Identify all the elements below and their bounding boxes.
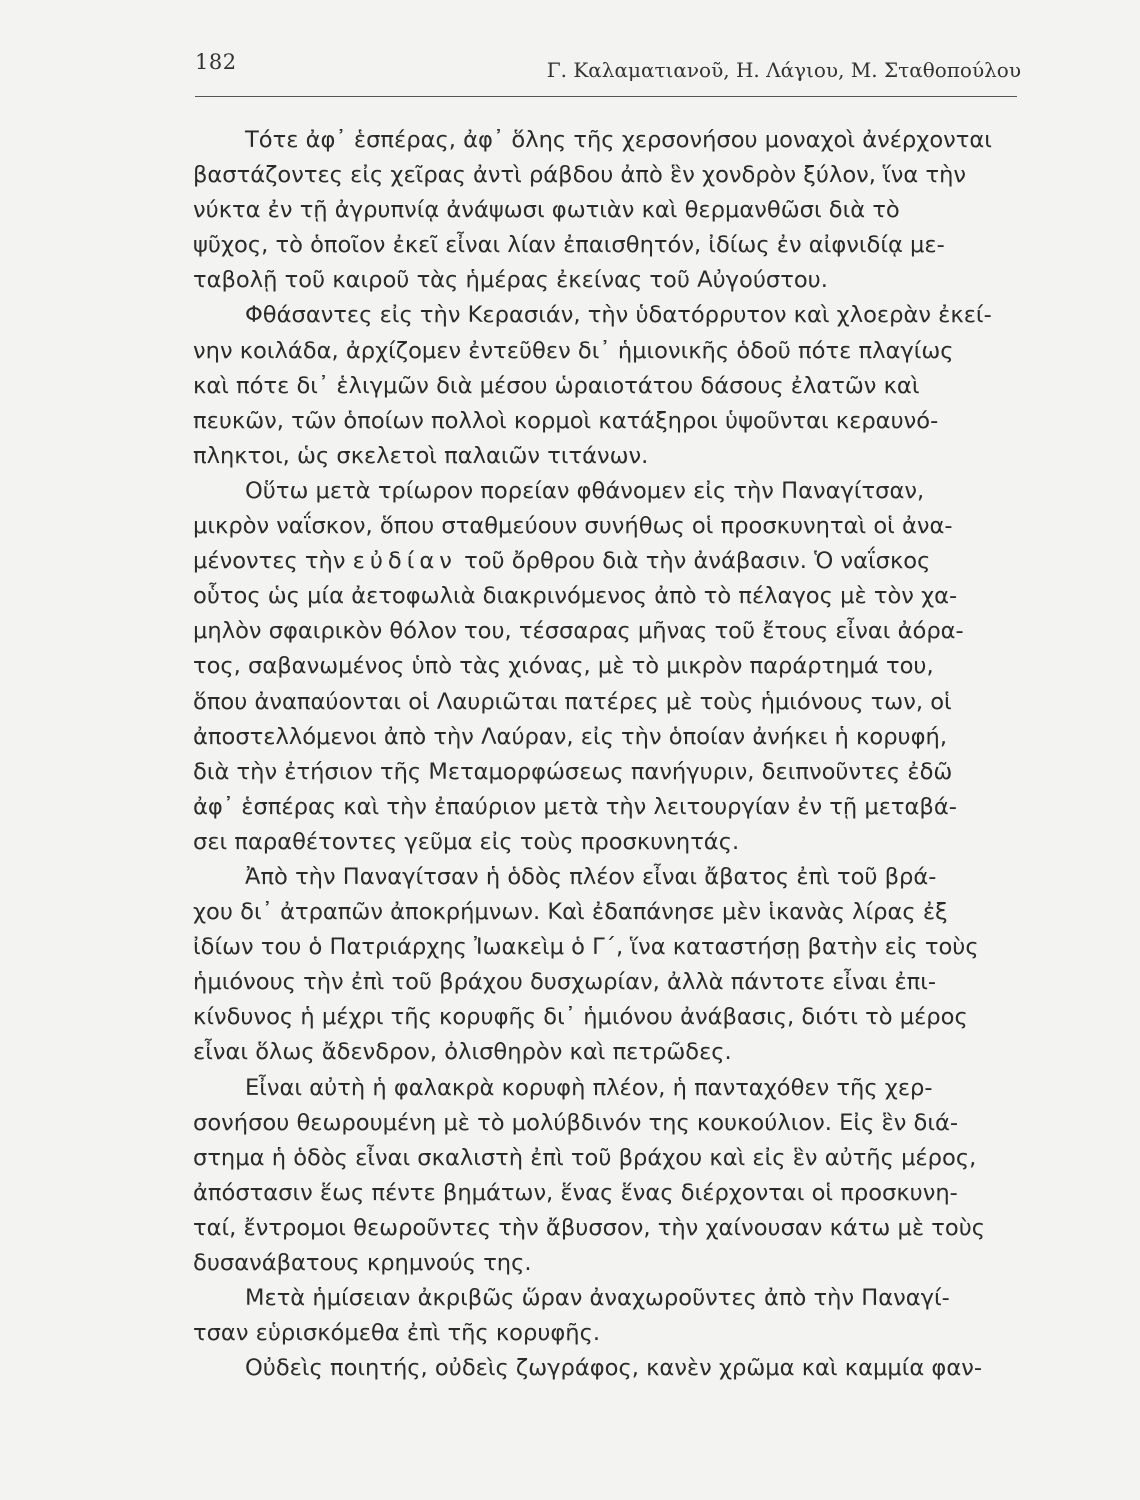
text-line: μηλὸν σφαιρικὸν θόλον του, τέσσαρας μῆνας τοῦ ἔτους εἶναι ἀόρα- — [193, 618, 964, 645]
text-line: νην κοιλάδα, ἀρχίζομεν ἐντεῦθεν δι᾽ ἡμιονικῆς ὁδοῦ πότε πλαγίως — [193, 337, 954, 364]
text-line: τσαν εὑρισκόμεθα ἐπὶ τῆς κορυφῆς. — [193, 1320, 601, 1347]
page-header — [195, 44, 1025, 96]
text-line: πευκῶν, τῶν ὁποίων πολλοὶ κορμοὶ κατάξηροι ὑψοῦνται κεραυνό- — [193, 407, 939, 434]
text-line: σονήσου θεωρουμένη μὲ τὸ μολύβδινόν της κουκούλιον. Εἰς ἓν διά- — [193, 1109, 959, 1136]
text-line: ὅπου ἀναπαύονται οἱ Λαυριῶται πατέρες μὲ τοὺς ἡμιόνους των, οἱ — [193, 688, 952, 715]
line-segment: τοῦ ὄρθρου διὰ τὴν ἀνάβασιν. Ὁ ναΐσκος — [464, 548, 931, 575]
text-line: καὶ πότε δι᾽ ἑλιγμῶν διὰ μέσου ὡραιοτάτου δάσους ἐλατῶν καὶ — [193, 372, 920, 399]
text-line: διὰ τὴν ἐτήσιον τῆς Μεταμορφώσεως πανήγυριν, δειπνοῦντες ἐδῶ — [193, 758, 953, 785]
text-line: ἡμιόνους τὴν ἐπὶ τοῦ βράχου δυσχωρίαν, ἀλλὰ πάντοτε εἶναι ἐπι- — [193, 969, 937, 996]
text-line: ταβολῇ τοῦ καιροῦ τὰς ἡμέρας ἐκείνας τοῦ Αὐγούστου. — [193, 267, 828, 294]
text-line — [193, 544, 1031, 579]
text-line: οὗτος ὡς μία ἀετοφωλιὰ διακρινόμενος ἀπὸ τὸ πέλαγος μὲ τὸν χα- — [193, 583, 958, 610]
text-line: ψῦχος, τὸ ὁποῖον ἐκεῖ εἶναι λίαν ἐπαισθητόν, ἰδίως ἐν αἰφνιδίᾳ με- — [193, 232, 945, 259]
text-line: δυσανάβατους κρημνούς της. — [193, 1250, 532, 1276]
text-line: Οὕτω μετὰ τρίωρον πορείαν φθάνομεν εἰς τὴν Παναγίτσαν, — [245, 477, 925, 504]
text-line: μικρὸν ναΐσκον, ὅπου σταθμεύουν συνήθως οἱ προσκυνηταὶ οἱ ἀνα- — [193, 513, 953, 540]
header-rule — [195, 96, 1017, 97]
page-number: 182 — [195, 50, 237, 74]
text-line: Φθάσαντες εἰς τὴν Κερασιάν, τὴν ὑδατόρρυτον καὶ χλοερὰν ἐκεί- — [245, 302, 992, 329]
text-line: Εἶναι αὐτὴ ἡ φαλακρὰ κορυφὴ πλέον, ἡ πανταχόθεν τῆς χερ- — [245, 1074, 933, 1101]
text-line: χου δι᾽ ἀτραπῶν ἀποκρήμνων. Καὶ ἐδαπάνησε μὲν ἱκανὰς λίρας ἐξ — [193, 899, 948, 926]
text-line: κίνδυνος ἡ μέχρι τῆς κορυφῆς δι᾽ ἡμιόνου ἀνάβασις, διότι τὸ μέρος — [193, 1004, 968, 1031]
text-line: νύκτα ἐν τῇ ἀγρυπνίᾳ ἀνάψωσι φωτιὰν καὶ θερμανθῶσι διὰ τὸ — [193, 197, 900, 224]
body-text — [193, 123, 1031, 1386]
line-segment: μένοντες τὴν — [193, 548, 346, 575]
text-line: πληκτοι, ὡς σκελετοὶ παλαιῶν τιτάνων. — [193, 442, 649, 469]
text-line: Οὐδεὶς ποιητής, οὐδεὶς ζωγράφος, κανὲν χρῶμα καὶ καμμία φαν- — [245, 1355, 982, 1382]
text-line: ἀπόστασιν ἕως πέντε βημάτων, ἕνας ἕνας διέρχονται οἱ προσκυνη- — [193, 1179, 958, 1206]
text-line: σει παραθέτοντες γεῦμα εἰς τοὺς προσκυνητάς. — [193, 828, 740, 855]
text-line: ἀποστελλόμενοι ἀπὸ τὴν Λαύραν, εἰς τὴν ὁποίαν ἀνήκει ἡ κορυφή, — [193, 723, 948, 750]
text-line: εἶναι ὅλως ἄδενδρον, ὀλισθηρὸν καὶ πετρῶδες. — [193, 1039, 732, 1066]
text-line: στημα ἡ ὁδὸς εἶναι σκαλιστὴ ἐπὶ τοῦ βράχου καὶ εἰς ἓν αὐτῆς μέρος, — [193, 1144, 977, 1171]
text-line: ἀφ᾽ ἑσπέρας καὶ τὴν ἐπαύριον μετὰ τὴν λειτουργίαν ἐν τῇ μεταβά- — [193, 793, 957, 820]
text-line: Μετὰ ἡμίσειαν ἀκριβῶς ὥραν ἀναχωροῦντες ἀπὸ τὴν Παναγί- — [245, 1285, 950, 1312]
text-line: ἰδίων του ὁ Πατριάρχης Ἰωακεὶμ ὁ Γ΄, ἵνα καταστήσῃ βατὴν εἰς τοὺς — [193, 934, 979, 961]
text-line: ταί, ἔντρομοι θεωροῦντες τὴν ἄβυσσον, τὴν χαίνουσαν κάτω μὲ τοὺς — [193, 1214, 986, 1241]
text-line: Ἀπὸ τὴν Παναγίτσαν ἡ ὁδὸς πλέον εἶναι ἄβατος ἐπὶ τοῦ βρά- — [245, 863, 937, 890]
text-line: βαστάζοντες εἰς χεῖρας ἀντὶ ράβδου ἀπὸ ἓν χονδρὸν ξύλον, ἵνα τὴν — [193, 162, 967, 189]
spaced-word-eudian: εὐδίαν — [352, 548, 457, 575]
running-head: Γ. Καλαματιανοῦ, Η. Λάγιου, Μ. Σταθοπούλου — [546, 58, 1021, 82]
text-line: Τότε ἀφ᾽ ἑσπέρας, ἀφ᾽ ὅλης τῆς χερσονήσου μοναχοὶ ἀνέρχονται — [245, 127, 992, 153]
text-line: τος, σαβανωμένος ὑπὸ τὰς χιόνας, μὲ τὸ μικρὸν παράρτημά του, — [193, 653, 934, 680]
